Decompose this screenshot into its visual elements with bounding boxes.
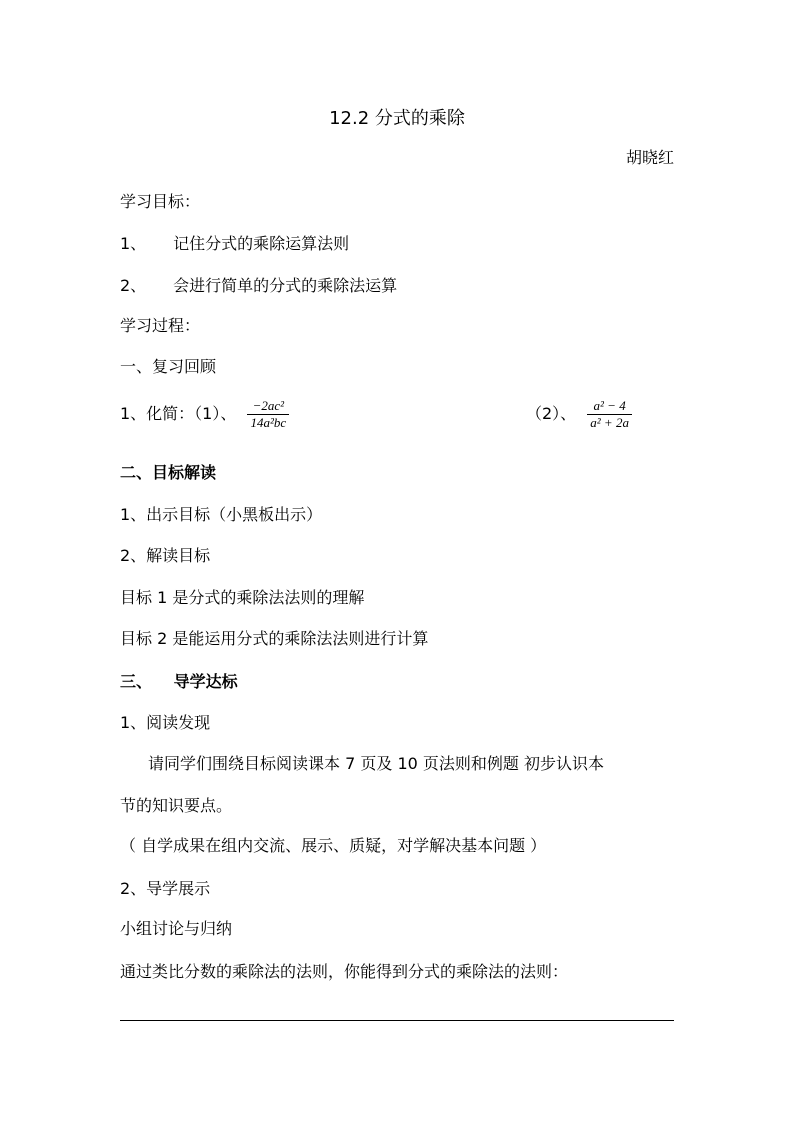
goal-item-2-number: 2、	[120, 276, 147, 295]
goal-item-2-text: 会进行简单的分式的乘除法运算	[173, 276, 398, 295]
fraction-2-denominator: a² + 2a	[590, 415, 629, 430]
self-study-note: （ 自学成果在组内交流、展示、质疑，对学解决基本问题 ）	[120, 836, 547, 855]
fraction-2-numerator: a² − 4	[593, 398, 626, 413]
goal-item-1-number: 1、	[120, 234, 147, 253]
section-goal-interpretation: 二、目标解读	[120, 463, 217, 482]
group-discussion: 小组讨论与归纳	[120, 919, 233, 938]
guided-show-item: 2、导学展示	[120, 879, 211, 898]
page-title: 12.2 分式的乘除	[329, 108, 465, 129]
reading-discovery-item: 1、阅读发现	[120, 713, 211, 732]
section-guided-study	[120, 672, 238, 692]
question-1	[120, 398, 289, 431]
goal-note-1: 目标 1 是分式的乘除法法则的理解	[120, 588, 365, 607]
question-1-prefix: 1、化简：（1）、	[120, 404, 237, 423]
analogy-question: 通过类比分数的乘除法的法则，你能得到分式的乘除法的法则：	[120, 962, 569, 981]
goals-heading: 学习目标：	[120, 192, 201, 211]
reading-instruction-line-2: 节的知识要点。	[120, 796, 233, 815]
section-guided-study-number: 三、	[120, 672, 153, 691]
answer-line	[120, 1020, 674, 1021]
process-heading: 学习过程：	[120, 316, 201, 335]
fraction-1	[247, 398, 289, 431]
goal-note-2: 目标 2 是能运用分式的乘除法法则进行计算	[120, 629, 429, 648]
reading-instruction-line-1: 请同学们围绕目标阅读课本 7 页及 10 页法则和例题 初步认识本	[148, 754, 604, 773]
question-2	[526, 398, 632, 431]
goal-item-1	[120, 234, 349, 254]
fraction-2	[587, 398, 632, 431]
section-review: 一、复习回顾	[120, 357, 217, 376]
author-name: 胡晓红	[625, 148, 674, 167]
goal-interpret-item: 2、解读目标	[120, 546, 211, 565]
section-guided-study-title: 导学达标	[173, 672, 238, 691]
fraction-1-denominator: 14a²bc	[250, 415, 287, 430]
goal-show-item: 1、出示目标（小黑板出示）	[120, 505, 323, 524]
goal-item-1-text: 记住分式的乘除运算法则	[173, 234, 350, 253]
question-2-prefix: （2）、	[526, 404, 577, 423]
goal-item-2	[120, 276, 397, 296]
fraction-1-numerator: −2ac²	[252, 398, 285, 413]
